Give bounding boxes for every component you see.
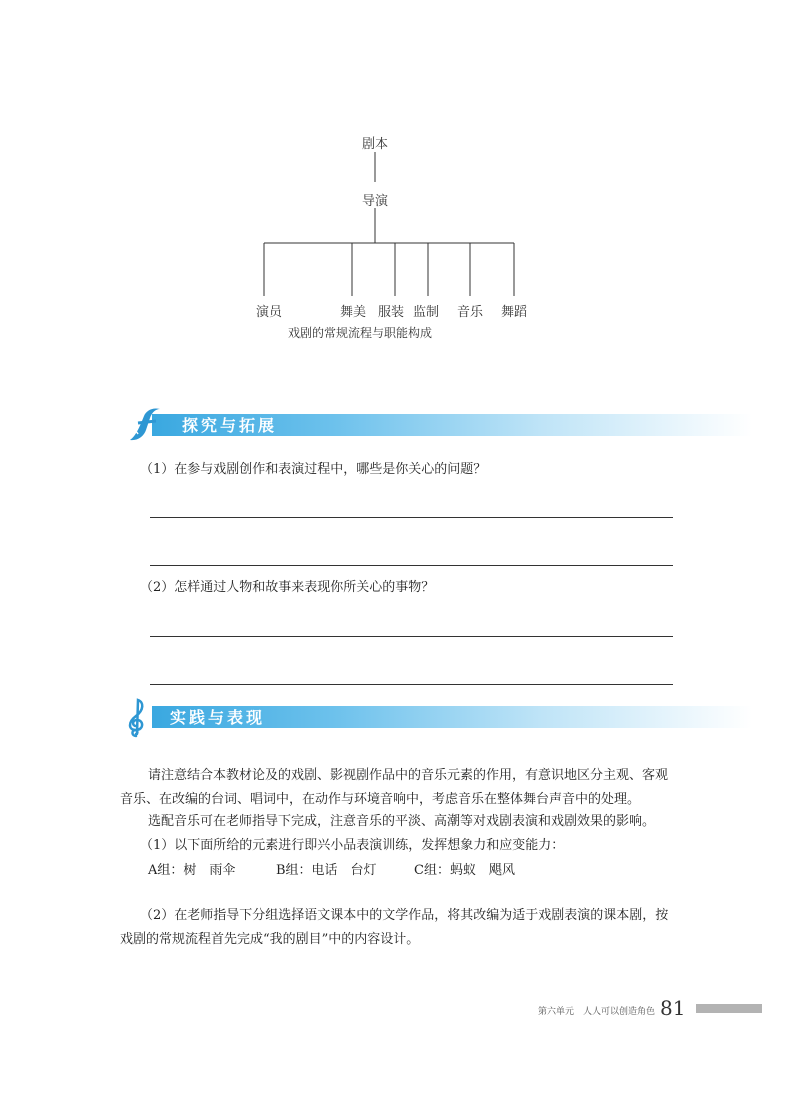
- chart-middle-node: 导演: [362, 194, 389, 209]
- chart-child-producer: 监制: [413, 305, 440, 320]
- answer-line-2[interactable]: [150, 565, 673, 566]
- answer-line-4[interactable]: [150, 684, 673, 685]
- paragraph-1: [120, 764, 690, 812]
- question-2: （2）怎样通过人物和故事来表现你所关心的事物？: [140, 580, 435, 595]
- treble-clef-icon: [122, 696, 152, 738]
- section-banner-practice: [122, 700, 742, 732]
- chart-top-node: 剧本: [362, 137, 389, 152]
- paragraph-4-line-2: 戏剧的常规流程首先完成“我的剧目”中的内容设计。: [120, 932, 420, 947]
- answer-line-3[interactable]: [150, 636, 673, 637]
- paragraph-3: （1）以下面所给的元素进行即兴小品表演训练，发挥想象力和应变能力：: [140, 838, 565, 853]
- f-letter-icon: [122, 406, 168, 442]
- paragraph-4: [120, 904, 690, 952]
- question-1: （1）在参与戏剧创作和表演过程中，哪些是你关心的问题？: [140, 462, 487, 477]
- group-c: C组：蚂蚁 飓风: [414, 863, 515, 878]
- footer-bar: [696, 1004, 762, 1013]
- footer-unit-text: 第六单元 人人可以创造角色: [538, 1007, 656, 1017]
- paragraph-1-line-1: 请注意结合本教材论及的戏剧、影视剧作品中的音乐元素的作用，有意识地区分主观、客观: [148, 768, 669, 783]
- chart-child-dance: 舞蹈: [501, 305, 528, 320]
- paragraph-4-line-1: （2）在老师指导下分组选择语文课本中的文学作品，将其改编为适于戏剧表演的课本剧，按: [140, 908, 669, 923]
- paragraph-2: 选配音乐可在老师指导下完成，注意音乐的平淡、高潮等对戏剧表演和戏剧效果的影响。: [148, 814, 656, 829]
- org-chart-lines: [0, 0, 800, 330]
- section-title-practice: 实践与表现: [170, 708, 266, 727]
- group-b: B组：电话 台灯: [276, 863, 377, 878]
- group-a: A组：树 雨伞: [148, 863, 236, 878]
- chart-child-costume: 服装: [378, 305, 405, 320]
- chart-child-actor: 演员: [256, 305, 283, 320]
- paragraph-1-line-2: 音乐、在改编的台词、唱词中，在动作与环境音响中，考虑音乐在整体舞台声音中的处理。: [120, 792, 641, 807]
- chart-child-stage-art: 舞美: [340, 305, 367, 320]
- page-number: 81: [660, 996, 686, 1020]
- chart-caption: 戏剧的常规流程与职能构成: [288, 326, 433, 340]
- chart-child-music: 音乐: [457, 305, 484, 320]
- section-title-explore: 探究与拓展: [182, 416, 278, 435]
- section-banner-explore: [122, 408, 742, 440]
- answer-line-1[interactable]: [150, 517, 673, 518]
